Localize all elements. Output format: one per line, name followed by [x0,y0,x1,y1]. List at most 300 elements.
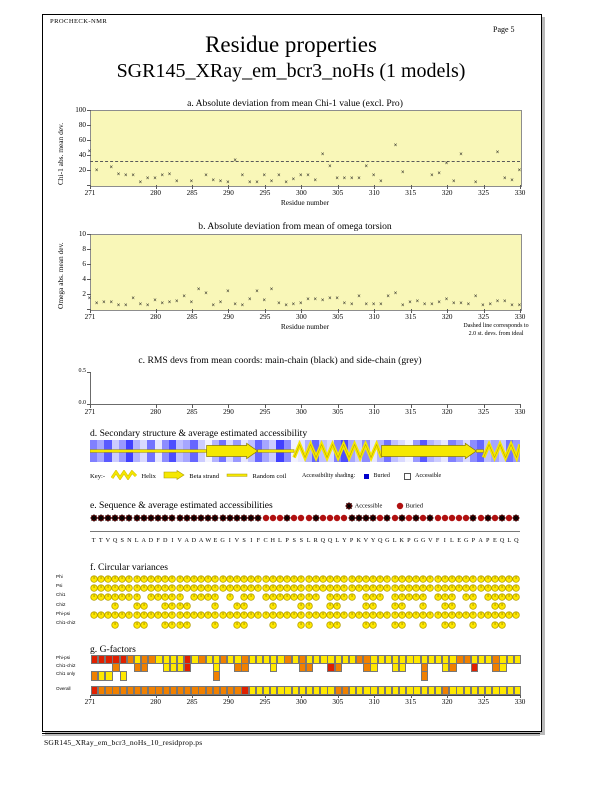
data-point: × [211,177,215,184]
circular-variance-marker [111,621,119,629]
y-tick [87,279,91,280]
x-tick-label: 325 [478,408,489,416]
g-factor-overall-cell [435,686,442,695]
sequence-residue: V [234,537,240,544]
page-number: Page 5 [493,25,515,34]
program-name: PROCHECK-NMR [50,18,108,25]
circular-variance-marker [348,593,356,601]
data-point: × [393,143,398,150]
data-point: × [313,297,318,304]
circular-variance-marker [512,584,520,592]
x-tick-label: 295 [259,408,271,416]
g-factor-cell [148,655,155,664]
g-factor-cell [105,655,112,664]
sequence-residue: F [256,537,261,544]
data-point: × [503,175,507,182]
g-factor-overall-cell [363,686,370,695]
y-tick-label: 0.0 [78,400,86,406]
sequence-residue: A [184,537,189,544]
circular-variance-marker [111,602,119,610]
data-point: × [306,296,310,303]
data-point: × [247,180,252,187]
x-tick-label: 295 [259,313,271,321]
g-factor-cell [127,655,134,664]
data-point: × [124,173,128,180]
data-point: × [94,301,99,308]
data-point: × [364,164,369,171]
g-factor-cell [177,663,184,672]
data-point: × [116,171,121,178]
data-point: × [87,149,92,156]
data-point: × [87,295,92,302]
y-tick-label: 100 [75,105,86,114]
y-tick [87,140,91,141]
circular-variance-marker [183,621,191,629]
sequence-residue: E [213,537,218,544]
g-factor-overall-cell [485,686,492,695]
circular-variance-marker [240,602,248,610]
g-factor-overall-cell [299,686,306,695]
data-point: × [430,301,434,308]
sequence-residue: S [242,537,246,544]
data-point: × [291,177,296,184]
sequence-residue: P [285,537,289,544]
g-factor-overall-cell [413,686,420,695]
circular-variance-marker [419,621,427,629]
circular-variance-row-label: Chi1-chi2 [56,620,76,625]
random-coil-icon [226,470,248,482]
g-factor-overall-cell [306,686,313,695]
sequence-residue: L [507,537,512,544]
sequence-residue: P [486,537,490,544]
g-factor-cell [335,663,342,672]
data-point: × [94,168,99,175]
bottom-axis-line [90,695,520,696]
sequence-residue: V [177,537,182,544]
x-tick-label: 310 [368,313,380,321]
data-point: × [204,172,208,179]
circular-variance-marker [247,593,255,601]
g-factor-cell [98,671,105,680]
chart-b-note-line2: 2.0 st. devs. from ideal [468,330,524,337]
g-factor-cell [249,655,256,664]
legend-accessible-label: Accessible [354,502,383,510]
g-factor-cell [435,655,442,664]
data-point: × [379,179,383,186]
sequence-residue: Q [112,537,118,544]
footer-filename: SGR145_XRay_em_bcr3_noHs_10_residprop.ps [44,738,203,747]
g-factor-cell [413,655,420,664]
y-tick [87,249,91,250]
g-factor-cell [442,663,449,672]
sequence-residue: L [134,537,139,544]
circular-variance-marker [176,593,184,601]
x-tick-label: 280 [150,189,161,197]
g-factor-overall-cell [163,686,170,695]
circular-variance-marker [448,602,456,610]
sequence-residue: A [198,537,204,544]
data-point: × [189,300,194,307]
circular-variance-marker [448,621,456,629]
sequence-residue: T [91,537,96,544]
y-tick [87,264,91,265]
section-g-title: g. G-factors [90,644,136,655]
data-point: × [211,302,215,309]
x-tick-label: 280 [150,408,161,416]
data-point: × [349,176,354,183]
data-point: × [298,172,303,179]
data-point: × [255,180,259,187]
sequence-residue: N [127,537,132,544]
g-factor-cell [120,655,127,664]
g-factor-cell [277,655,284,664]
g-factor-overall-cell [213,686,220,695]
data-point: × [298,301,303,308]
sequence-residue: Q [514,537,519,544]
data-point: × [320,151,325,158]
data-point: × [116,302,121,309]
x-tick-label: 305 [332,189,344,197]
x-tick-label: 300 [295,697,307,706]
g-factor-cell [270,663,277,672]
helix-icon [111,470,137,482]
sequence-residue: W [205,537,212,544]
g-factor-cell [198,655,205,664]
g-factor-overall-cell [170,686,177,695]
key-accessible-label: Accessible [415,473,442,479]
chart-c-x-axis [90,404,520,405]
g-factor-cell [170,663,177,672]
sequence-residue: G [385,537,390,544]
x-tick-label: 305 [332,313,344,321]
circular-variance-marker [398,621,406,629]
coil-segment [476,450,483,453]
sequence-residue: S [292,537,296,544]
data-point: × [408,299,412,306]
g-factor-overall-cell [499,686,506,695]
g-factor-overall-cell [356,686,363,695]
sequence-residue: K [399,537,404,544]
circular-variance-marker [512,611,520,619]
chart-b-note-line1: Dashed line corresponds to [463,323,529,329]
key-strand-label: Beta strand [189,472,220,480]
circular-variance-row-label: Psi [56,583,63,589]
sequence-residue: G [220,537,225,544]
g-factor-cell [105,671,112,680]
sequence-residue: I [228,537,231,544]
data-point: × [226,180,230,187]
circular-variance-marker [269,621,277,629]
g-factor-overall-cell [270,686,277,695]
data-point: × [517,302,522,309]
x-tick-label: 330 [514,408,526,416]
sequence-residue: A [141,537,146,544]
buried-dot-icon [396,502,404,510]
x-tick-label: 271 [84,697,96,706]
circular-variance-marker [376,593,384,601]
x-tick-label: 325 [478,697,489,706]
x-tick-label: 295 [259,697,271,706]
circular-variance-marker [369,602,377,610]
g-factor-overall-cell [105,686,112,695]
g-factor-overall-cell [198,686,205,695]
g-factor-cell [313,655,320,664]
beta-strand-segment [207,443,258,458]
g-factor-overall-cell [428,686,435,695]
g-factor-cell [263,655,270,664]
data-point: × [218,179,223,186]
g-factor-row-label: Chi1-chi2 [56,663,76,669]
g-factor-cell [342,655,349,664]
g-factor-row-label: Chi1 only [56,671,76,677]
x-tick-label: 315 [405,697,417,706]
sequence-residue: V [105,537,111,544]
g-factor-cell [385,655,392,664]
g-factor-cell [406,655,413,664]
data-point: × [320,298,325,305]
g-factor-cell [241,663,248,672]
g-factor-overall-cell [220,686,227,695]
g-factor-overall-cell [191,686,198,695]
g-factor-overall-cell [464,686,471,695]
g-factor-cell [320,655,327,664]
section-c-title: c. RMS devs from mean coords: main-chain (black) and side-chain (grey) [138,355,422,366]
g-factor-overall-cell [91,686,98,695]
y-axis-label: Chi-1 abs. mean dev. [56,122,65,185]
g-factor-cell [184,663,191,672]
sequence-residue: P [407,537,411,544]
accessible-swatch-icon [404,473,411,480]
accessible-dot-icon [512,514,520,522]
data-point: × [357,175,361,182]
data-point: × [459,151,463,158]
data-point: × [357,293,361,300]
sequence-residue: L [392,537,397,544]
x-tick-label: 330 [514,189,526,197]
g-factor-overall-cell [263,686,270,695]
circular-variance-row-label: Phi [56,574,63,579]
g-factor-overall-cell [277,686,284,695]
sequence-residue: L [335,537,340,544]
g-factor-cell [163,663,170,672]
data-point: × [153,298,157,305]
circular-variance-marker [240,621,248,629]
g-factor-overall-cell [471,686,478,695]
data-point: × [466,301,471,308]
data-point: × [233,157,237,164]
data-point: × [306,173,310,180]
sequence-residue: F [156,537,160,544]
data-point: × [240,172,245,179]
circular-variance-marker [211,602,219,610]
data-point: × [189,178,194,185]
data-point: × [131,295,135,302]
g-factor-overall-cell [284,686,291,695]
chart-b-note [450,323,542,338]
g-factor-overall-cell [406,686,413,695]
sequence-residue: D [191,537,197,544]
g-factor-cell [378,655,385,664]
g-factor-cell [349,655,356,664]
y-tick-label: 40 [78,150,86,159]
circular-variance-marker [226,593,234,601]
x-tick-label: 320 [441,189,453,197]
g-factor-overall-cell [241,686,248,695]
circular-variance-marker [512,575,520,583]
data-point: × [145,303,150,310]
section-a-title: a. Absolute deviation from mean Chi-1 value (excl. Pro) [187,98,403,109]
data-point: × [371,173,376,180]
g-factor-overall-label: Overall [56,685,71,691]
x-tick-label: 310 [368,189,380,197]
circular-variance-marker [398,602,406,610]
x-tick-label: 285 [186,189,198,197]
g-factor-cell [120,671,127,680]
g-factor-overall-cell [256,686,263,695]
data-point: × [517,168,522,175]
circular-variance-marker [419,593,427,601]
buried-swatch-icon [364,474,369,479]
data-point: × [255,289,259,296]
g-factor-overall-cell [292,686,299,695]
sequence-residue: P [349,537,354,544]
y-tick-label: 60 [78,135,86,144]
x-tick-label: 290 [223,408,234,416]
circular-variance-marker [211,621,219,629]
data-point: × [109,165,113,172]
y-tick-label: 4 [82,274,86,283]
sequence-residue: D [148,537,154,544]
data-point: × [437,171,441,178]
g-factor-cell [478,655,485,664]
data-point: × [204,290,208,297]
g-factor-cell [141,663,148,672]
data-point: × [182,294,186,301]
section-e-legend [345,502,423,510]
g-factor-overall-cell [370,686,377,695]
data-point: × [444,160,449,167]
g-factor-overall-cell [327,686,334,695]
data-point: × [444,296,449,303]
x-tick-label: 305 [332,408,344,416]
data-point: × [335,295,339,302]
x-tick-label: 271 [84,408,96,416]
g-factor-cell [507,655,514,664]
g-factor-cell [399,663,406,672]
sequence-residue: T [98,537,103,544]
data-point: × [124,303,128,310]
data-point: × [138,180,143,187]
g-factor-cell [428,655,435,664]
y-tick-label: 10 [78,229,86,238]
g-factor-overall-cell [492,686,499,695]
sequence-residue: I [443,537,446,544]
secondary-structure-overlay [90,440,520,462]
data-point: × [145,175,150,182]
helix-segment [484,445,520,458]
data-point: × [503,298,507,305]
circular-variance-marker [469,602,477,610]
x-tick-label: 310 [368,697,380,706]
sequence-residue: L [450,537,454,544]
threshold-line [90,161,520,162]
g-factor-overall-cell [478,686,485,695]
g-factor-cell [98,655,105,664]
sequence-residue: Q [320,537,326,544]
x-tick-label: 300 [295,189,307,197]
g-factor-cell [356,655,363,664]
x-tick-label: 290 [223,189,234,197]
key-buried-label: Buried [373,473,390,479]
g-factor-overall-cell [134,686,141,695]
g-factor-overall-cell [127,686,134,695]
key-shading-label: Accessibility shading: [302,473,356,479]
g-factor-overall-cell [313,686,320,695]
circular-variance-marker [369,621,377,629]
g-factor-overall-cell [120,686,127,695]
circular-variance-marker [211,593,219,601]
sequence-residue: A [478,537,483,544]
data-point: × [175,298,179,305]
data-point: × [233,301,237,308]
y-tick [87,170,91,171]
data-point: × [284,303,288,310]
g-factor-cell [220,655,227,664]
sequence-residue: V [428,537,433,544]
y-tick-label: 0.5 [78,368,86,374]
page-subtitle: SGR145_XRay_em_bcr3_noHs (1 models) [116,60,466,82]
circular-variance-marker [133,593,141,601]
y-tick-label: 20 [78,165,86,174]
g-factor-cell [485,655,492,664]
y-tick-label: 8 [82,244,86,253]
data-point: × [269,179,274,186]
sequence-residue: E [493,537,497,544]
data-point: × [335,176,339,183]
x-tick-label: 300 [295,408,307,416]
g-factor-cell [299,663,306,672]
data-point: × [379,301,383,308]
circular-variance-marker [498,602,506,610]
y-tick-label: 6 [82,259,86,268]
sequence-residue: L [278,537,282,544]
section-d-title: d. Secondary structure & average estimated accessibility [90,428,308,439]
coil-segment [258,450,294,453]
g-factor-overall-cell [335,686,342,695]
g-factor-overall-cell [342,686,349,695]
sequence-residue: C [263,537,268,544]
x-tick-label: 295 [259,189,271,197]
circular-variance-marker [448,593,456,601]
sequence-residue: D [163,537,168,544]
g-factor-row-label: Phi-psi [56,655,71,660]
accessible-dot-icon [345,502,353,510]
data-point: × [313,177,318,184]
x-tick-label: 325 [478,189,489,197]
g-factor-overall-cell [449,686,456,695]
beta-strand-icon [163,470,185,482]
x-tick-label: 285 [186,697,198,706]
sequence-residue: P [471,537,476,544]
data-point: × [342,176,347,183]
g-factor-cell [306,663,313,672]
g-factor-cell [499,663,506,672]
data-point: × [510,302,514,309]
g-factor-cell [392,663,399,672]
g-factor-cell [464,655,471,664]
data-point: × [328,163,332,170]
y-axis-label: Omega abs. mean dev. [56,242,65,309]
